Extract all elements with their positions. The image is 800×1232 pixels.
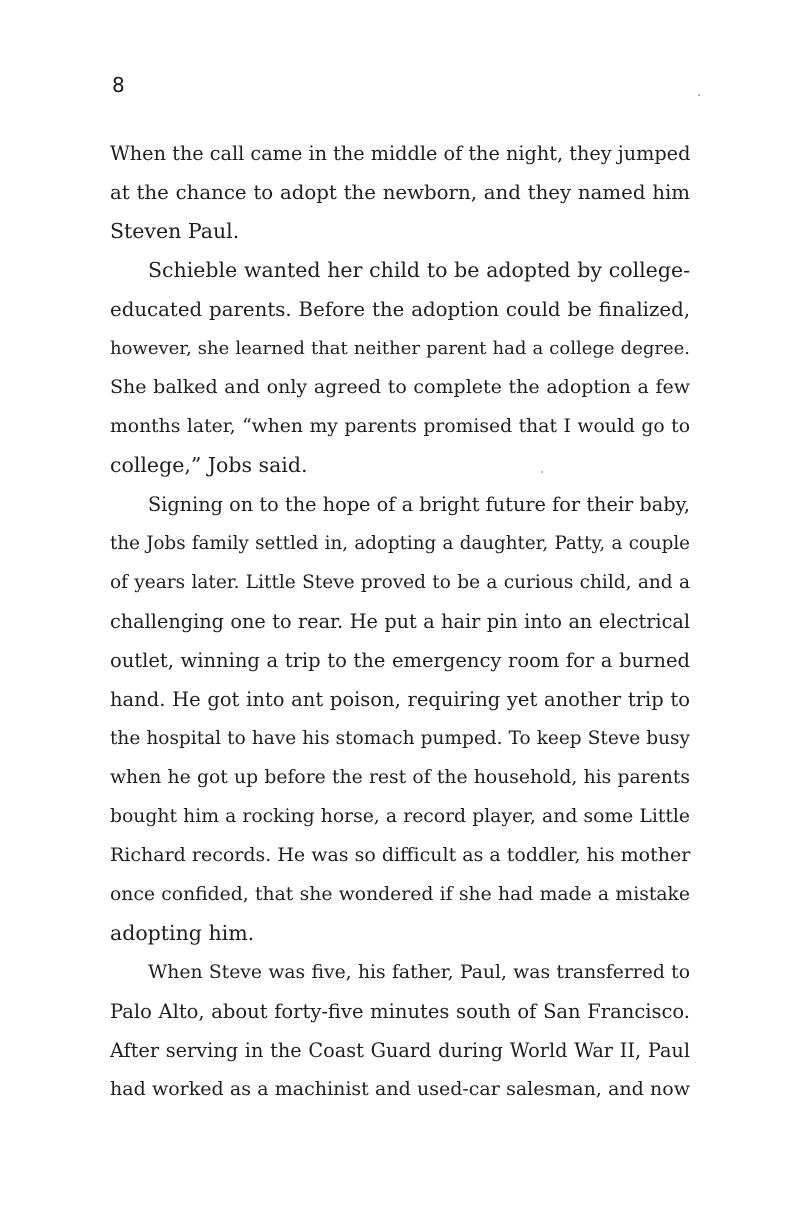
text-line: educated parents. Before the adoption could be finalized, [110, 298, 690, 321]
text-line: hand. He got into ant poison, requiring yet another trip to [110, 688, 690, 711]
text-line: When the call came in the middle of the night, they jumped [110, 142, 691, 165]
text-line: When Steve was five, his father, Paul, was transferred to [148, 962, 690, 983]
text-line: bought him a rocking horse, a record player, and some Little [110, 806, 690, 827]
text-line: had worked as a machinist and used-car salesman, and now [110, 1078, 690, 1100]
text-line: Schieble wanted her child to be adopted by college- [148, 258, 690, 282]
text-line: college,” Jobs said. [110, 453, 308, 477]
text-line: of years later. Little Steve proved to be a curious child, and a [110, 572, 690, 593]
body-text [110, 134, 690, 1109]
text-line: months later, “when my parents promised that I would go to [110, 416, 690, 437]
text-line: when he got up before the rest of the household, his parents [110, 767, 690, 788]
text-line: at the chance to adopt the newborn, and they named him [110, 181, 690, 204]
text-line: Richard records. He was so difficult as a toddler, his mother [110, 844, 691, 866]
text-line: the hospital to have his stomach pumped. To keep Steve busy [110, 728, 690, 749]
text-line: She balked and only agreed to complete the adoption a few [110, 376, 690, 398]
text-line: however, she learned that neither parent had a college degree. [110, 338, 690, 359]
text-line: Signing on to the hope of a bright future for their baby, [148, 493, 690, 516]
text-line: adopting him. [110, 921, 255, 945]
text-line: the Jobs family settled in, adopting a daughter, Patty, a couple [110, 533, 690, 554]
text-line: Palo Alto, about forty-five minutes south of San Francisco. [110, 1000, 690, 1023]
text-line: challenging one to rear. He put a hair pin into an electrical [110, 610, 690, 633]
text-line: outlet, winning a trip to the emergency room for a burned [110, 649, 690, 672]
text-line: once confided, that she wondered if she had made a mistake [110, 884, 690, 905]
text-line: Steven Paul. [110, 219, 240, 243]
page-number: 8 [112, 73, 125, 97]
print-speck [698, 94, 700, 96]
text-line: After serving in the Coast Guard during World War II, Paul [110, 1039, 690, 1062]
